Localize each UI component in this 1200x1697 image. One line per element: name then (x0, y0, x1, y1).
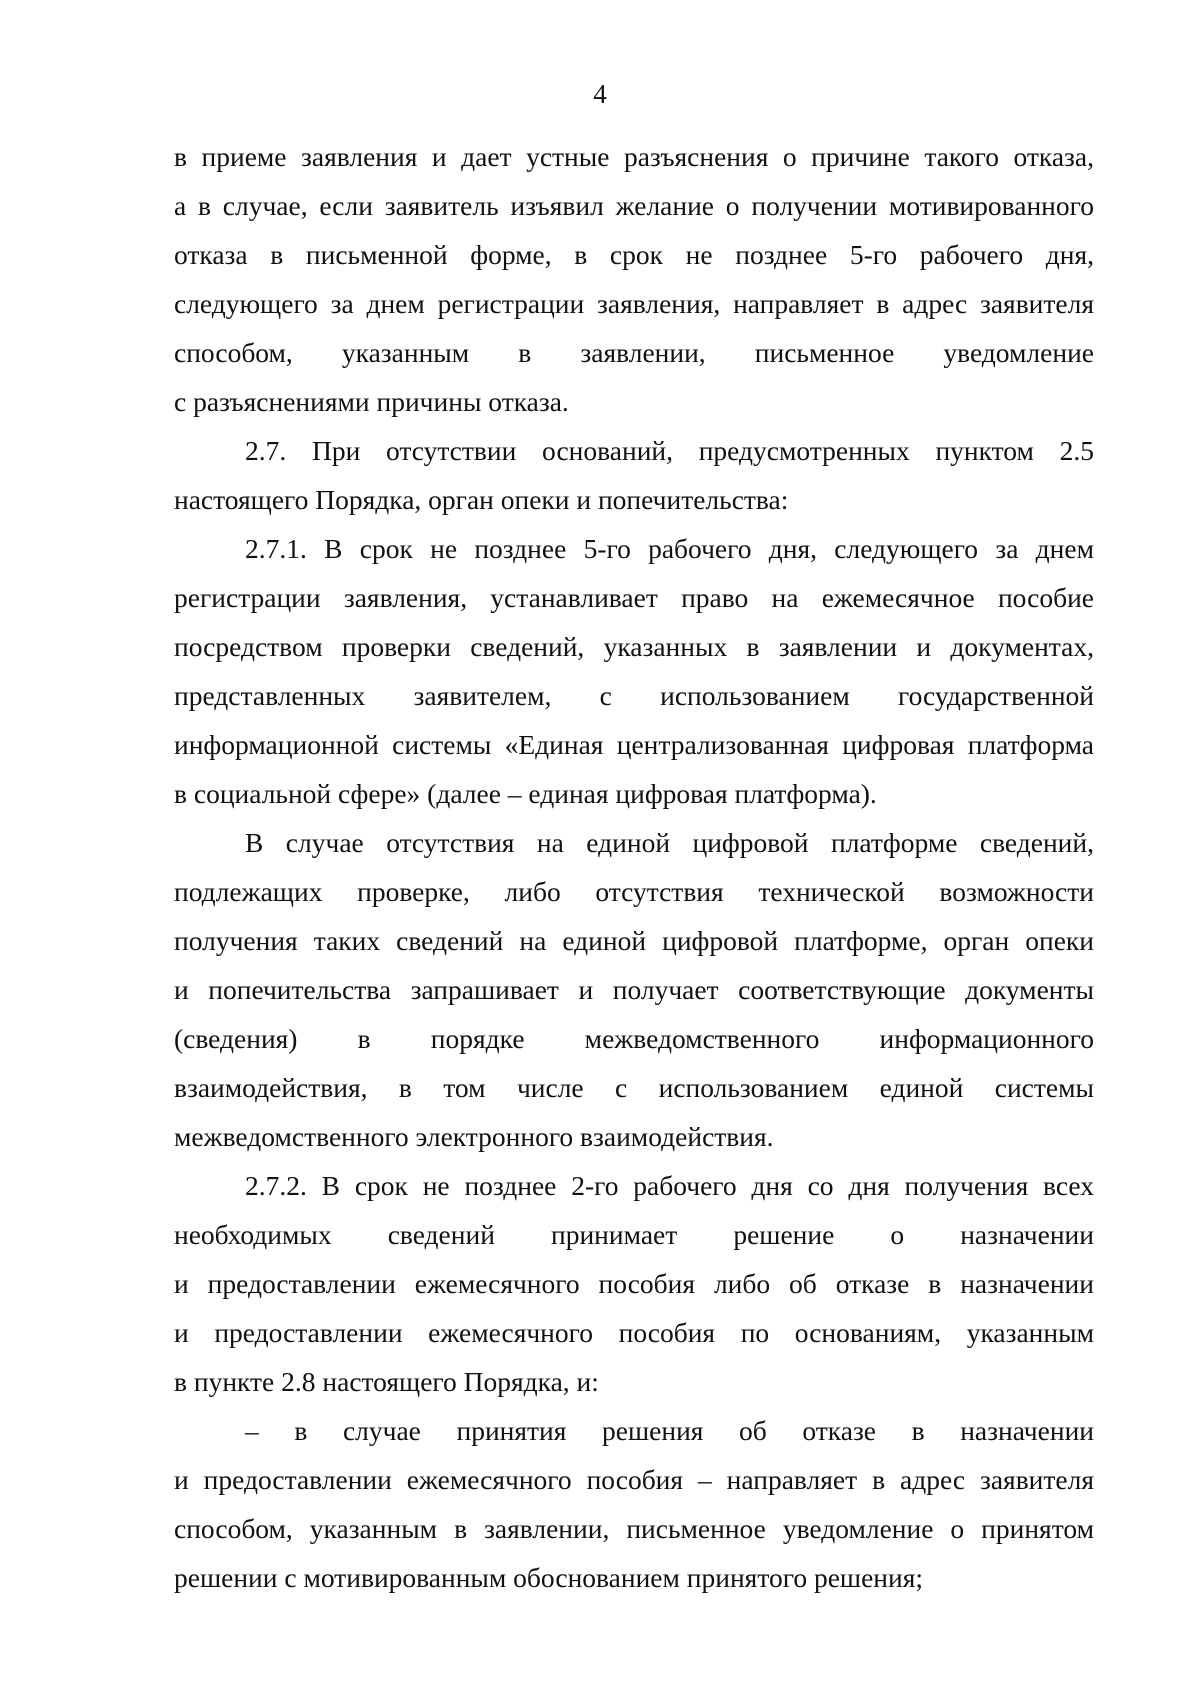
text-line: межведомственного электронного взаимодействия. (174, 1121, 774, 1152)
document-body (174, 132, 1094, 1602)
text-line: получения таких сведений на единой цифровой платформе, орган опеки (174, 925, 1094, 956)
text-line: – в случае принятия решения об отказе в назначении (245, 1415, 1094, 1446)
text-line: отказа в письменной форме, в срок не позднее 5-го рабочего дня, (174, 239, 1094, 270)
paragraph-refusal-decision (174, 1406, 1094, 1602)
text-line: 2.7. При отсутствии оснований, предусмотренных пунктом 2.5 (245, 435, 1094, 466)
text-line: 2.7.2. В срок не позднее 2-го рабочего дня со дня получения всех (245, 1170, 1094, 1201)
text-line: следующего за днем регистрации заявления, направляет в адрес заявителя (174, 288, 1094, 319)
text-line: а в случае, если заявитель изъявил желание о получении мотивированного (174, 190, 1094, 221)
text-line: посредством проверки сведений, указанных в заявлении и документах, (174, 631, 1094, 662)
text-line: взаимодействия, в том числе с использованием единой системы (174, 1072, 1094, 1103)
text-line: регистрации заявления, устанавливает право на ежемесячное пособие (174, 582, 1094, 613)
text-line: настоящего Порядка, орган опеки и попечительства: (174, 484, 789, 515)
text-line: и предоставлении ежемесячного пособия – направляет в адрес заявителя (174, 1464, 1094, 1495)
text-line: в приеме заявления и дает устные разъяснения о причине такого отказа, (174, 141, 1094, 172)
text-line: и предоставлении ежемесячного пособия по основаниям, указанным (174, 1317, 1094, 1348)
text-line: В случае отсутствия на единой цифровой платформе сведений, (245, 827, 1094, 858)
paragraph-2-7-2 (174, 1161, 1094, 1406)
text-line: представленных заявителем, с использованием государственной (174, 680, 1094, 711)
paragraph-missing-data (174, 818, 1094, 1161)
text-line: (сведения) в порядке межведомственного информационного (174, 1023, 1094, 1054)
text-line: и предоставлении ежемесячного пособия либо об отказе в назначении (174, 1268, 1094, 1299)
paragraph-2-7 (174, 426, 1094, 524)
text-line: в социальной сфере» (далее – единая цифровая платформа). (174, 778, 877, 809)
text-line: 2.7.1. В срок не позднее 5-го рабочего дня, следующего за днем (245, 533, 1094, 564)
text-line: информационной системы «Единая централизованная цифровая платформа (174, 729, 1094, 760)
text-line: с разъяснениями причины отказа. (174, 386, 569, 417)
text-line: способом, указанным в заявлении, письменное уведомление (174, 337, 1094, 368)
text-line: способом, указанным в заявлении, письменное уведомление о принятом (174, 1513, 1094, 1544)
text-line: решении с мотивированным обоснованием принятого решения; (174, 1562, 924, 1593)
text-line: в пункте 2.8 настоящего Порядка, и: (174, 1366, 599, 1397)
paragraph-2-7-1 (174, 524, 1094, 818)
text-line: и попечительства запрашивает и получает соответствующие документы (174, 974, 1094, 1005)
text-line: подлежащих проверке, либо отсутствия технической возможности (174, 876, 1094, 907)
page-number: 4 (593, 79, 607, 109)
paragraph-refusal-notice (174, 132, 1094, 426)
text-line: необходимых сведений принимает решение о назначении (174, 1219, 1094, 1250)
